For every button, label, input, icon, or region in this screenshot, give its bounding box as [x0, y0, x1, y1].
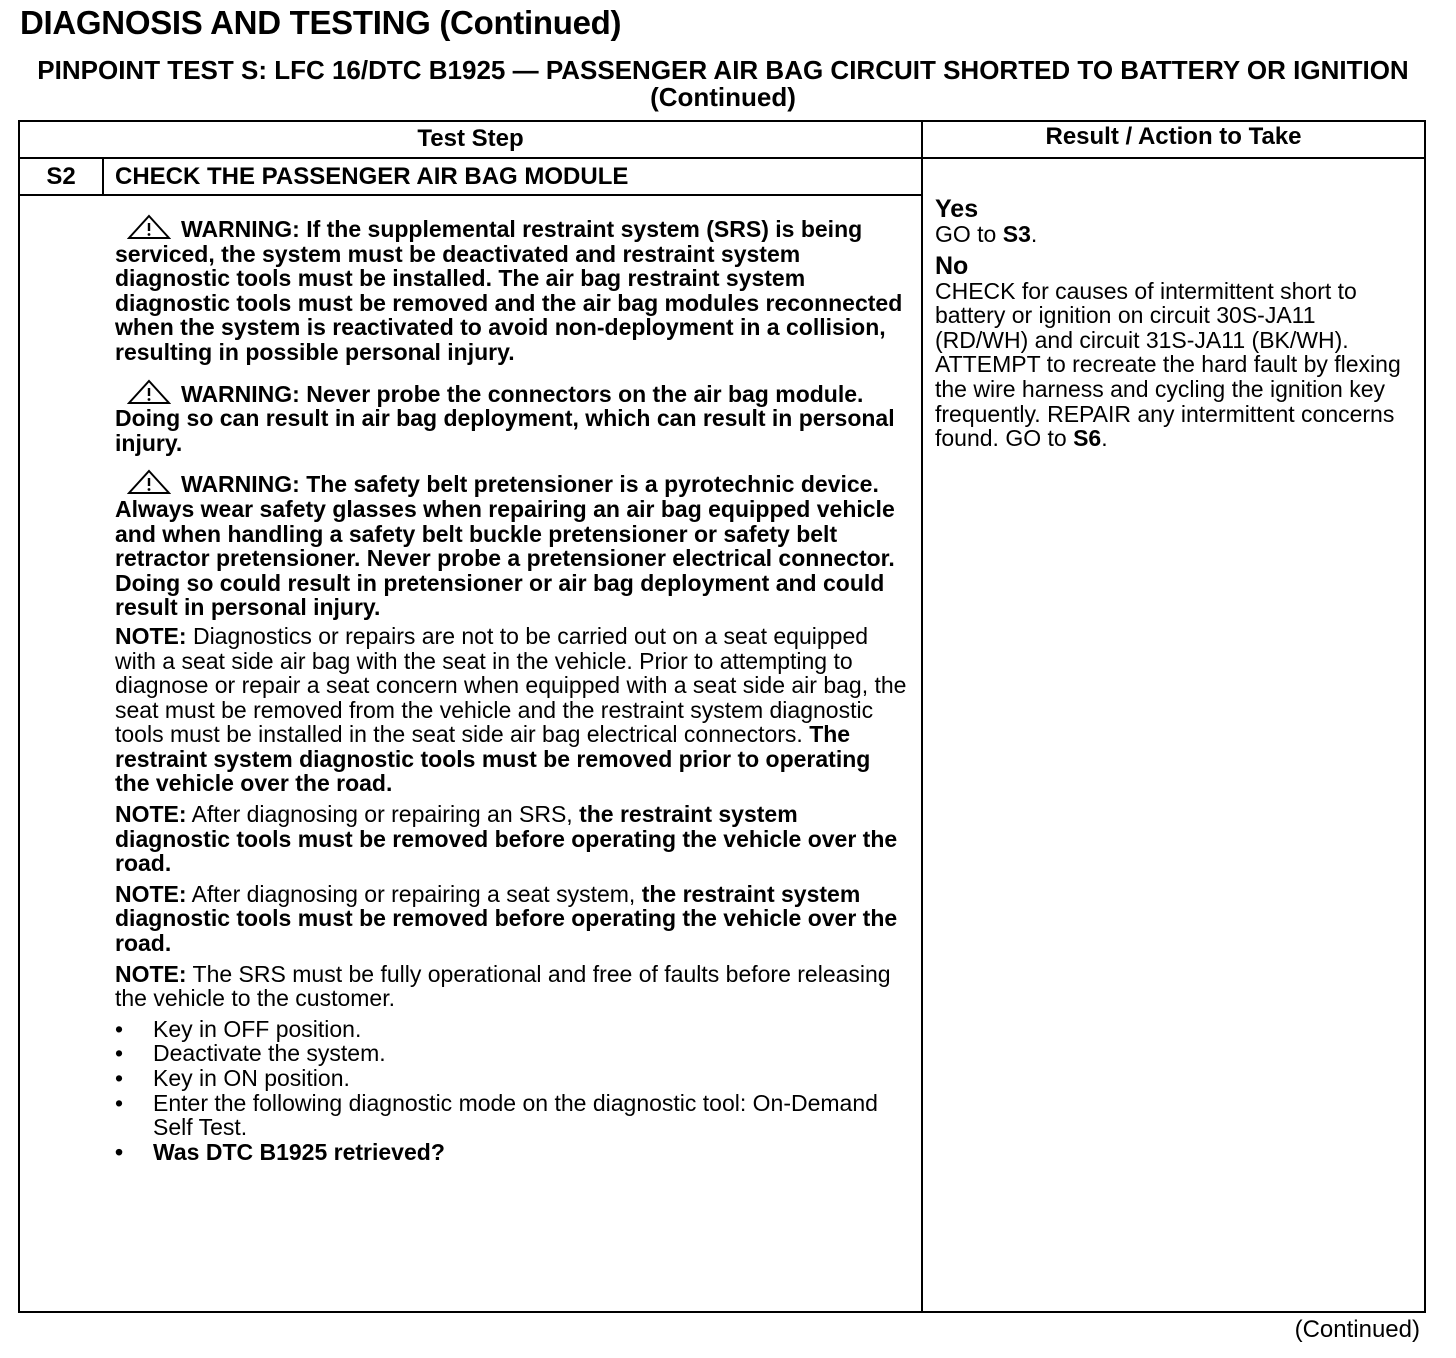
result-yes-end: . — [1030, 221, 1038, 247]
note-label: NOTE: — [115, 960, 187, 987]
action-item: • Enter the following diagnostic mode on the diagnostic tool: On-Demand Self Test. — [115, 1091, 907, 1140]
warning-1 — [115, 214, 907, 365]
result-yes-action — [935, 222, 1415, 247]
warning-triangle-icon — [127, 469, 171, 495]
result-no-target: S6 — [1073, 425, 1102, 452]
warning-text: WARNING: Never probe the connectors on the air bag module. Doing so can result in air bag deployment, which can result in personal injury. — [115, 380, 895, 456]
result-column — [935, 196, 1415, 451]
note-text: After diagnosing or repairing an SRS, — [186, 801, 573, 828]
step-title: CHECK THE PASSENGER AIR BAG MODULE — [115, 163, 629, 190]
step-id-divider — [102, 157, 104, 196]
result-yes-label: Yes — [935, 195, 979, 223]
note-emphasis: the restraint system diagnostic tools must be removed before operating the vehicle over the road. — [115, 801, 898, 877]
action-item: • Deactivate the system. — [115, 1041, 907, 1066]
step-row-divider — [20, 194, 921, 196]
pinpoint-test-title: PINPOINT TEST S: LFC 16/DTC B1925 — PASSENGER AIR BAG CIRCUIT SHORTED TO BATTERY OR IGNITION (Continued) — [37, 55, 1409, 112]
test-table — [18, 120, 1426, 1313]
page-title: DIAGNOSIS AND TESTING (Continued) — [20, 4, 622, 41]
warning-text: WARNING: If the supplemental restraint system (SRS) is being serviced, the system must be deactivated and restraint system diagnostic tools must be installed. The air bag restraint system diagnostic tools must be removed and the air bag modules reconnected when the system is reactivated to avoid non-deployment in a collision, resulting in possible personal injury. — [115, 216, 903, 365]
action-item: • Key in ON position. — [115, 1066, 907, 1091]
warning-text: WARNING: The safety belt pretensioner is a pyrotechnic device. Always wear safety glasses when repairing an air bag equipped vehicle and when handling a safety belt buckle pretensioner or safety belt retractor pretensioner. Never probe a pretensioner electrical connector. Doing so could result in pretensioner or air bag deployment and could result in personal injury. — [115, 471, 895, 621]
warning-2 — [115, 379, 907, 456]
warning-triangle-icon — [127, 214, 171, 240]
column-header-result: Result / Action to Take — [1045, 123, 1302, 150]
column-divider — [921, 122, 923, 1311]
note-text: Diagnostics or repairs are not to be carried out on a seat equipped with a seat side air bag with the seat in the vehicle. Prior to attempting to diagnose or repair a seat concern when equipped with a seat side air bag, the seat must be removed from the vehicle and the restraint system diagnostic tools must be installed in the seat side air bag electrical connectors. — [115, 622, 907, 748]
note-2 — [115, 802, 907, 876]
note-emphasis: The restraint system diagnostic tools must be removed prior to operating the vehicle over the road. — [115, 721, 871, 797]
note-4 — [115, 962, 907, 1011]
step-question: • Was DTC B1925 retrieved? — [115, 1140, 907, 1165]
column-header-test-step: Test Step — [417, 125, 524, 152]
result-no-end: . — [1101, 425, 1108, 452]
step-body — [115, 204, 907, 1164]
note-text: After diagnosing or repairing a seat system, — [186, 880, 636, 907]
result-yes-text: GO to — [935, 221, 1003, 247]
action-list — [115, 1017, 907, 1165]
result-no-action — [935, 279, 1415, 451]
action-item: • Key in OFF position. — [115, 1017, 907, 1042]
note-text: The SRS must be fully operational and free of faults before releasing the vehicle to the customer. — [115, 960, 891, 1012]
note-1 — [115, 624, 907, 796]
step-id: S2 — [46, 163, 76, 190]
header-divider — [20, 157, 1424, 159]
result-yes-target: S3 — [1002, 221, 1031, 247]
continued-footer: (Continued) — [1294, 1316, 1420, 1343]
note-label: NOTE: — [115, 801, 187, 828]
note-label: NOTE: — [115, 622, 187, 649]
result-no-label: No — [935, 251, 969, 280]
result-no-text: CHECK for causes of intermittent short to battery or ignition on circuit 30S-JA11 (RD/WH) and circuit 31S-JA11 (BK/WH). ATTEMPT to recreate the hard fault by flexing the wire harness and cycling the ignition key frequently. REPAIR any intermittent concerns found. GO to — [935, 277, 1401, 452]
warning-triangle-icon — [127, 379, 171, 405]
note-emphasis: the restraint system diagnostic tools must be removed before operating the vehicle over the road. — [115, 880, 898, 957]
warning-3 — [115, 469, 907, 620]
note-3 — [115, 882, 907, 956]
note-label: NOTE: — [115, 880, 187, 907]
